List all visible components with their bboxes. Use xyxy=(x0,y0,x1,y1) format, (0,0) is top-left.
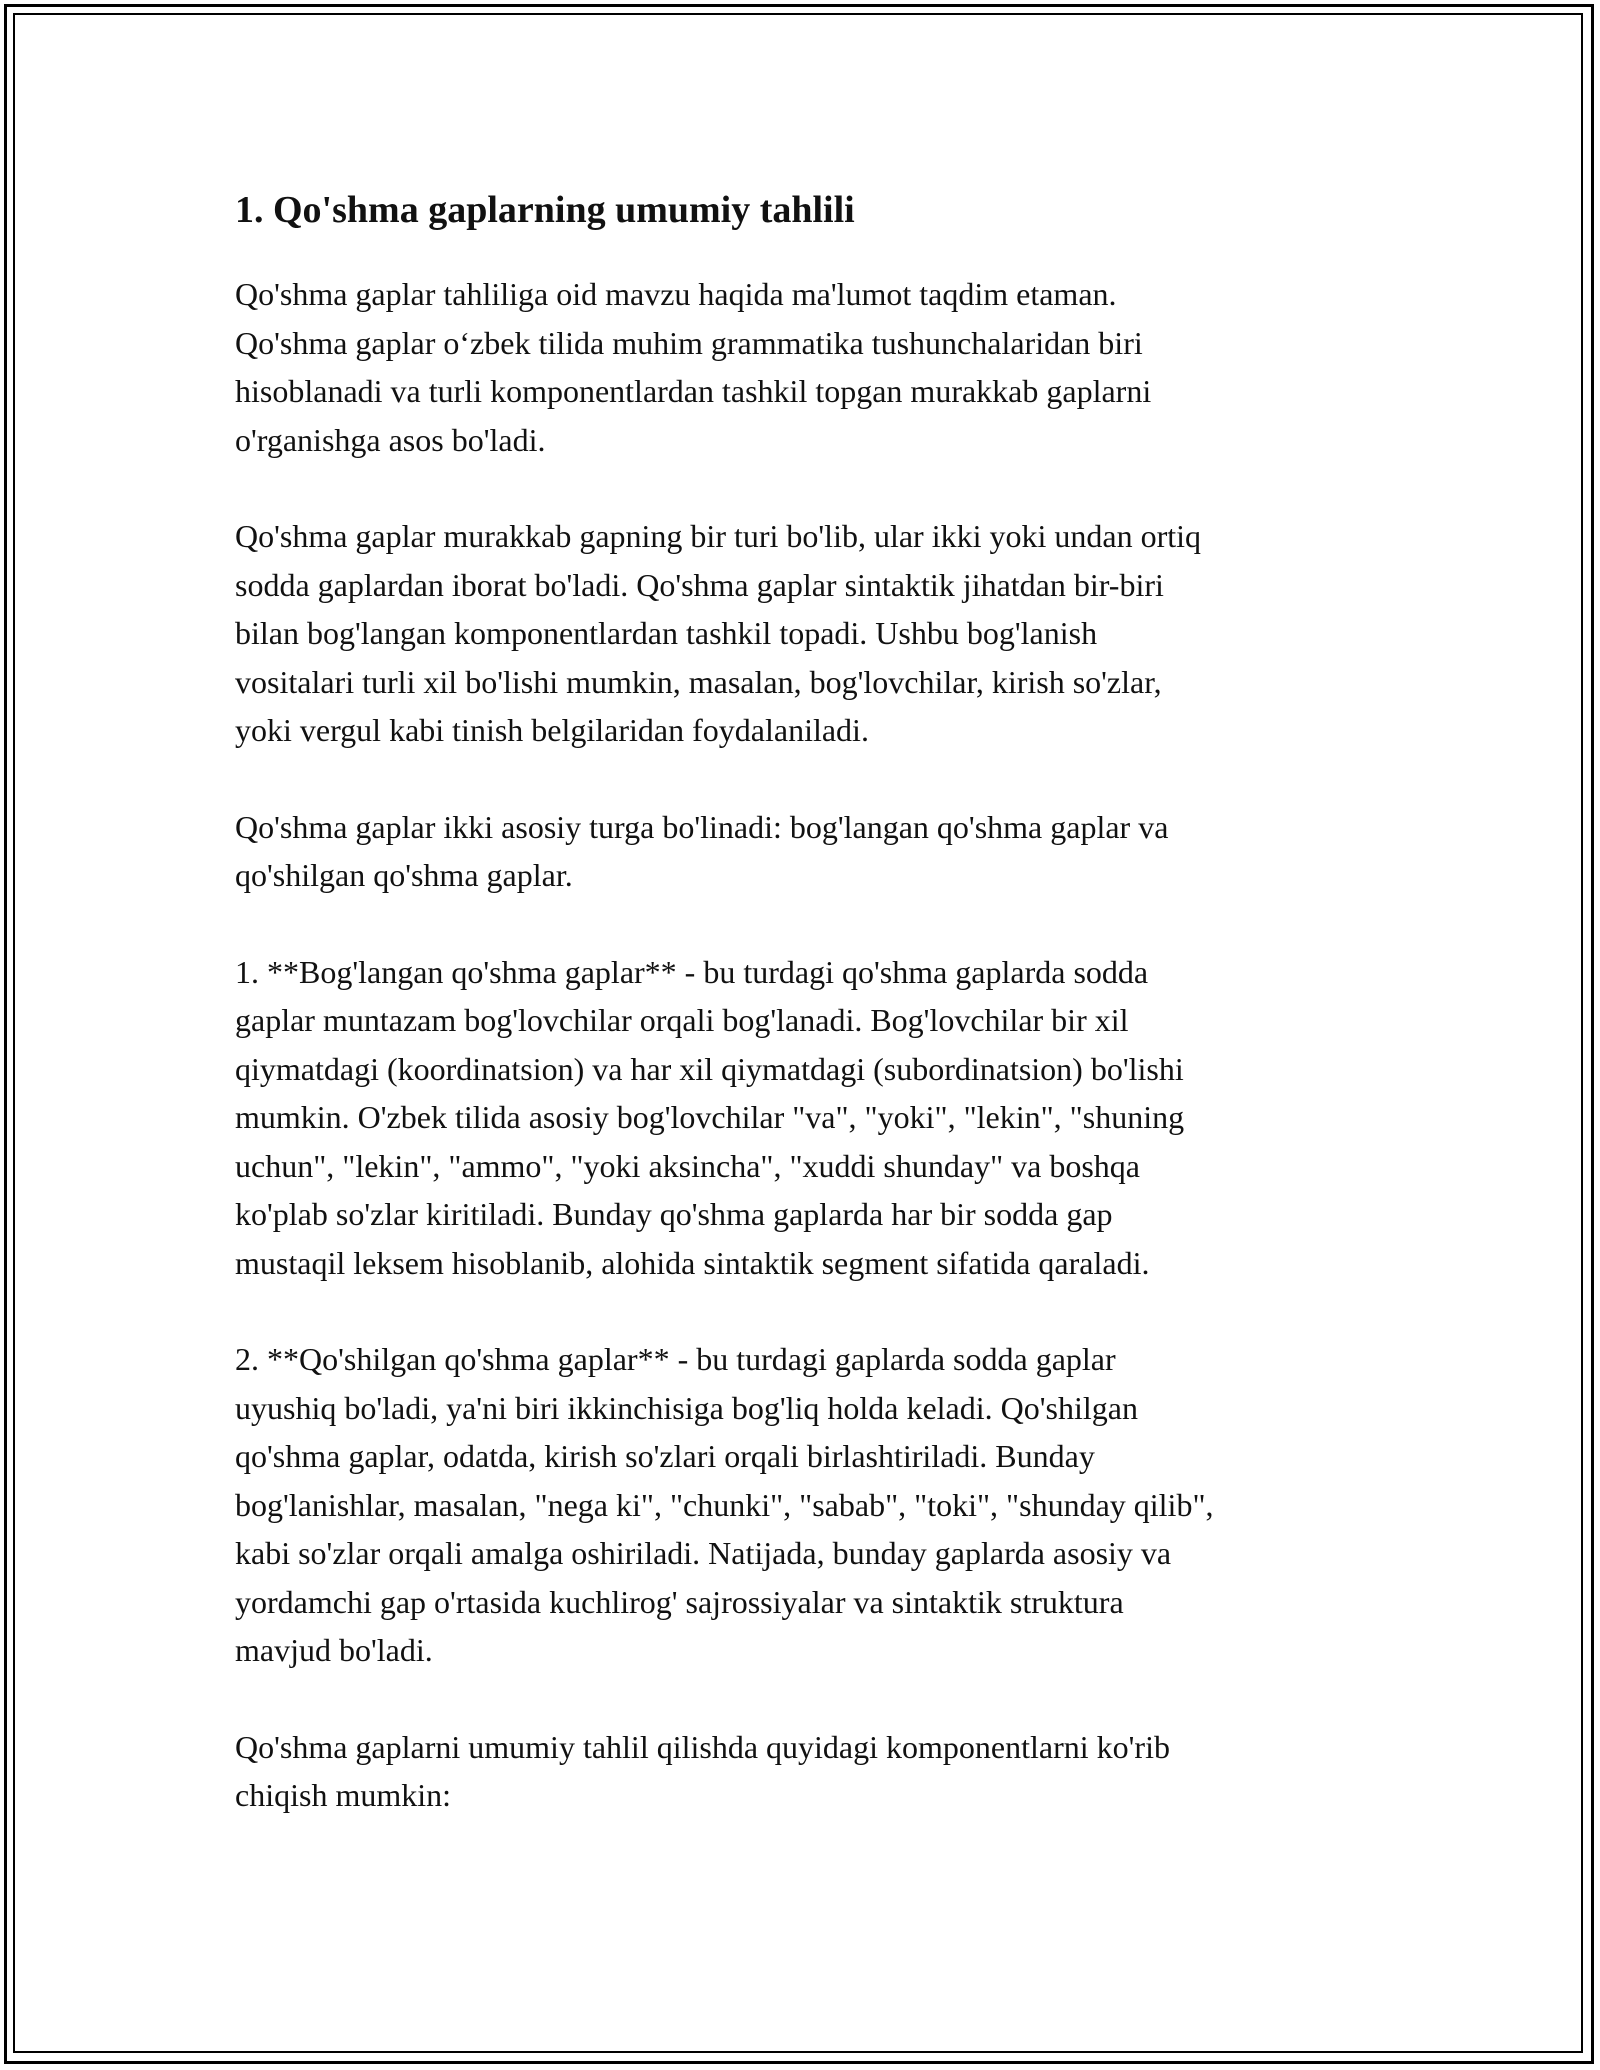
paragraph-components: Qo'shma gaplarni umumiy tahlil qilishda quyidagi komponentlarni ko'rib chiqish mumkin: xyxy=(235,1728,1170,1813)
document-body xyxy=(235,186,1375,1868)
paragraph-type-2: 2. **Qo'shilgan qo'shma gaplar** - bu turdagi gaplarda sodda gaplar uyushiq bo'ladi, ya'ni biri ikkinchisiga bog'liq holda keladi. Qo'shilgan qo'shma gaplar, odatda, kirish so'zlari orqali birlashtiriladi. Bunday bog'lanishlar, masalan, "nega ki", "chunki", "sabab", "toki", "shunday qilib", kabi so'zlar orqali amalga oshiriladi. Natijada, bunday gaplarda asosiy va yordamchi gap o'rtasida kuchlirog' sajrossiyalar va sintaktik struktura mavjud bo'ladi. xyxy=(235,1341,1214,1668)
paragraph-definition: Qo'shma gaplar murakkab gapning bir turi bo'lib, ular ikki yoki undan ortiq sodda gaplardan iborat bo'ladi. Qo'shma gaplar sintaktik jihatdan bir-biri bilan bog'langan komponentlardan tashkil topadi. Ushbu bog'lanish vositalari turli xil bo'lishi mumkin, masalan, bog'lovchilar, kirish so'zlar, yoki vergul kabi tinish belgilaridan foydalaniladi. xyxy=(235,518,1202,748)
section-heading: 1. Qo'shma gaplarning umumiy tahlili xyxy=(235,189,855,231)
paragraph-types: Qo'shma gaplar ikki asosiy turga bo'linadi: bog'langan qo'shma gaplar va qo'shilgan qo'shma gaplar. xyxy=(235,808,1169,893)
paragraph-type-1: 1. **Bog'langan qo'shma gaplar** - bu turdagi qo'shma gaplarda sodda gaplar muntazam bog'lovchilar orqali bog'lanadi. Bog'lovchilar bir xil qiymatdagi (koordinatsion) va har xil qiymatdagi (subordinatsion) bo'lishi mumkin. O'zbek tilida asosiy bog'lovchilar "va", "yoki", "lekin", "shuning uchun", "lekin", "ammo", "yoki aksincha", "xuddi shunday" va boshqa ko'plab so'zlar kiritiladi. Bunday qo'shma gaplarda har bir sodda gap mustaqil leksem hisoblanib, alohida sintaktik segment sifatida qaraladi. xyxy=(235,953,1185,1281)
paragraph-intro: Qo'shma gaplar tahliliga oid mavzu haqida ma'lumot taqdim etaman. Qo'shma gaplar o‘zbek tilida muhim grammatika tushunchalaridan biri hisoblanadi va turli komponentlardan tashkil topgan murakkab gaplarni o'rganishga asos bo'ladi. xyxy=(235,276,1152,458)
